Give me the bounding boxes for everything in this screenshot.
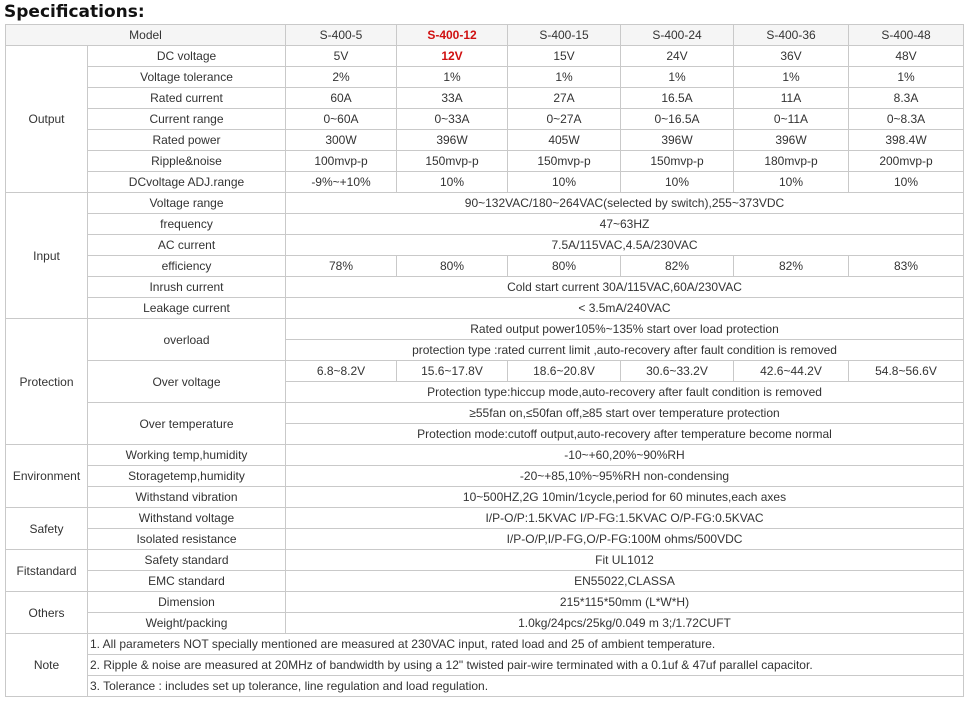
cell-value: 10% [734,172,849,193]
table-row [6,529,964,550]
cell-value: 200mvp-p [849,151,964,172]
row-label: Leakage current [88,298,286,319]
category-note: Note [6,634,88,697]
row-label: frequency [88,214,286,235]
category-input: Input [6,193,88,319]
note-line: 2. Ripple & noise are measured at 20MHz of bandwidth by using a 12" twisted pair-wire terminated with a 0.1uf & 47uf parallel capacitor. [88,655,964,676]
table-row [6,214,964,235]
table-row [6,487,964,508]
row-label: overload [88,319,286,361]
category-output: Output [6,46,88,193]
cell-value: 396W [397,130,508,151]
cell-value: 83% [849,256,964,277]
table-row [6,676,964,697]
table-row [6,256,964,277]
category-others: Others [6,592,88,634]
model-name: S-400-48 [849,25,964,46]
cell-value: ≥55fan on,≤50fan off,≥85 start over temperature protection [286,403,964,424]
cell-value: 16.5A [621,88,734,109]
cell-value: 15.6~17.8V [397,361,508,382]
cell-value: 1.0kg/24pcs/25kg/0.049 m 3;/1.72CUFT [286,613,964,634]
row-label: DCvoltage ADJ.range [88,172,286,193]
cell-value: 396W [734,130,849,151]
table-row [6,298,964,319]
row-label: Working temp,humidity [88,445,286,466]
table-row [6,466,964,487]
category-protection: Protection [6,319,88,445]
table-row [6,550,964,571]
table-row [6,634,964,655]
cell-value: 11A [734,88,849,109]
row-label: Dimension [88,592,286,613]
cell-value: 80% [508,256,621,277]
table-row [6,172,964,193]
cell-value: 150mvp-p [508,151,621,172]
row-label: Withstand voltage [88,508,286,529]
cell-value-highlighted: 12V [397,46,508,67]
cell-value: I/P-O/P,I/P-FG,O/P-FG:100M ohms/500VDC [286,529,964,550]
cell-value: 36V [734,46,849,67]
cell-value: 215*115*50mm (L*W*H) [286,592,964,613]
page-title: Specifications: [4,2,145,22]
cell-value: protection type :rated current limit ,auto-recovery after fault condition is removed [286,340,964,361]
model-header-label: Model [6,25,286,46]
cell-value: 10% [621,172,734,193]
cell-value: 150mvp-p [621,151,734,172]
cell-value: 47~63HZ [286,214,964,235]
row-label: Voltage range [88,193,286,214]
table-header-row [6,25,964,46]
cell-value: 0~11A [734,109,849,130]
cell-value: -10~+60,20%~90%RH [286,445,964,466]
row-label: Over temperature [88,403,286,445]
cell-value: 10% [849,172,964,193]
cell-value: 300W [286,130,397,151]
table-row [6,277,964,298]
table-row [6,319,964,340]
cell-value: 396W [621,130,734,151]
row-label: Current range [88,109,286,130]
table-row [6,109,964,130]
cell-value: 90~132VAC/180~264VAC(selected by switch),255~373VDC [286,193,964,214]
cell-value: 8.3A [849,88,964,109]
cell-value: 54.8~56.6V [849,361,964,382]
cell-value: -9%~+10% [286,172,397,193]
table-row [6,151,964,172]
cell-value: 60A [286,88,397,109]
row-label: Weight/packing [88,613,286,634]
cell-value: 80% [397,256,508,277]
category-safety: Safety [6,508,88,550]
row-label: Over voltage [88,361,286,403]
cell-value: 10% [397,172,508,193]
table-row [6,613,964,634]
row-label: Inrush current [88,277,286,298]
row-label: AC current [88,235,286,256]
row-label: Rated power [88,130,286,151]
row-label: Ripple&noise [88,151,286,172]
cell-value: Protection mode:cutoff output,auto-recovery after temperature become normal [286,424,964,445]
table-row [6,508,964,529]
row-label: Safety standard [88,550,286,571]
row-label: Rated current [88,88,286,109]
cell-value: 150mvp-p [397,151,508,172]
cell-value: 6.8~8.2V [286,361,397,382]
cell-value: 1% [508,67,621,88]
model-name: S-400-36 [734,25,849,46]
table-row [6,235,964,256]
cell-value: 27A [508,88,621,109]
cell-value: 48V [849,46,964,67]
cell-value: 180mvp-p [734,151,849,172]
cell-value: 1% [397,67,508,88]
cell-value: 2% [286,67,397,88]
table-row [6,46,964,67]
cell-value: 78% [286,256,397,277]
cell-value: I/P-O/P:1.5KVAC I/P-FG:1.5KVAC O/P-FG:0.5KVAC [286,508,964,529]
cell-value: 15V [508,46,621,67]
cell-value: -20~+85,10%~95%RH non-condensing [286,466,964,487]
row-label: Withstand vibration [88,487,286,508]
cell-value: 1% [849,67,964,88]
model-name: S-400-24 [621,25,734,46]
cell-value: Cold start current 30A/115VAC,60A/230VAC [286,277,964,298]
table-row [6,445,964,466]
note-line: 3. Tolerance : includes set up tolerance, line regulation and load regulation. [88,676,964,697]
table-row [6,361,964,382]
cell-value: 42.6~44.2V [734,361,849,382]
category-fitstandard: Fitstandard [6,550,88,592]
table-row [6,655,964,676]
cell-value: 100mvp-p [286,151,397,172]
table-row [6,592,964,613]
specifications-table [5,24,964,697]
cell-value: 0~60A [286,109,397,130]
cell-value: < 3.5mA/240VAC [286,298,964,319]
row-label: Isolated resistance [88,529,286,550]
category-environment: Environment [6,445,88,508]
cell-value: 0~27A [508,109,621,130]
cell-value: 24V [621,46,734,67]
cell-value: 0~16.5A [621,109,734,130]
table-row [6,67,964,88]
cell-value: 82% [734,256,849,277]
cell-value: 82% [621,256,734,277]
cell-value: EN55022,CLASSA [286,571,964,592]
row-label: Storagetemp,humidity [88,466,286,487]
table-row [6,130,964,151]
cell-value: 10% [508,172,621,193]
cell-value: 18.6~20.8V [508,361,621,382]
cell-value: 33A [397,88,508,109]
model-name: S-400-5 [286,25,397,46]
cell-value: Fit UL1012 [286,550,964,571]
table-row [6,193,964,214]
cell-value: 1% [734,67,849,88]
cell-value: 10~500HZ,2G 10min/1cycle,period for 60 minutes,each axes [286,487,964,508]
table-row [6,571,964,592]
row-label: EMC standard [88,571,286,592]
row-label: efficiency [88,256,286,277]
row-label: Voltage tolerance [88,67,286,88]
cell-value: Protection type:hiccup mode,auto-recovery after fault condition is removed [286,382,964,403]
cell-value: 398.4W [849,130,964,151]
note-line: 1. All parameters NOT specially mentioned are measured at 230VAC input, rated load and 25 of ambient temperature. [88,634,964,655]
cell-value: 7.5A/115VAC,4.5A/230VAC [286,235,964,256]
cell-value: 0~33A [397,109,508,130]
cell-value: 30.6~33.2V [621,361,734,382]
table-row [6,88,964,109]
model-name-highlighted: S-400-12 [397,25,508,46]
cell-value: Rated output power105%~135% start over load protection [286,319,964,340]
cell-value: 5V [286,46,397,67]
cell-value: 0~8.3A [849,109,964,130]
cell-value: 1% [621,67,734,88]
table-row [6,403,964,424]
cell-value: 405W [508,130,621,151]
model-name: S-400-15 [508,25,621,46]
row-label: DC voltage [88,46,286,67]
